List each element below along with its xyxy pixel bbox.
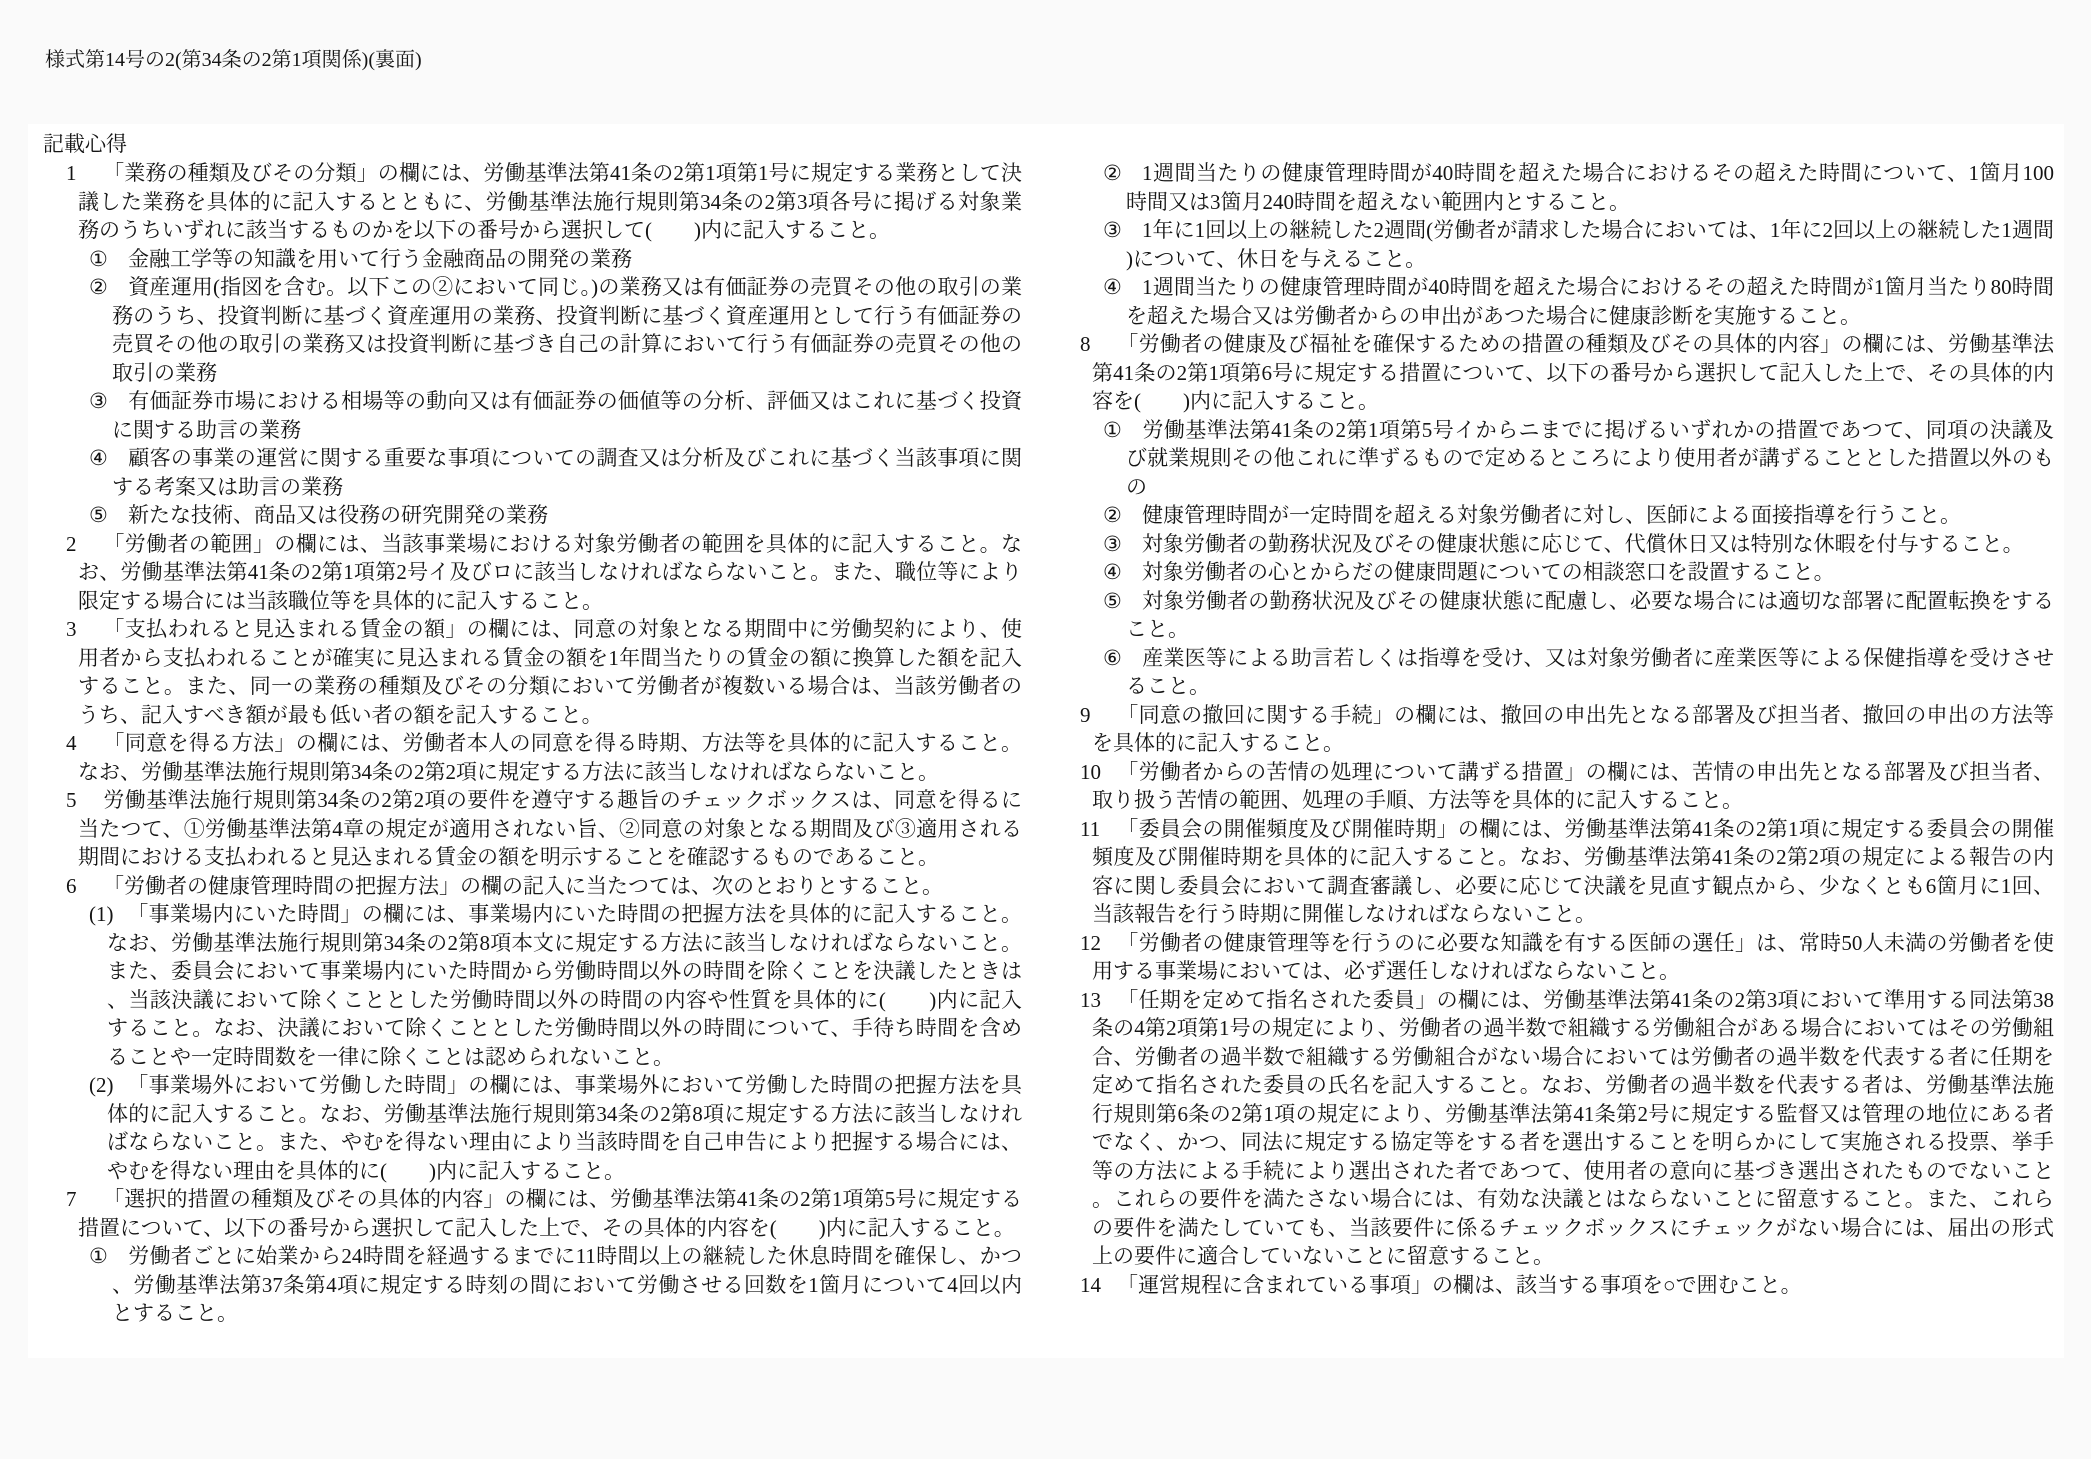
instruction-item-7-3 [1080, 216, 2054, 273]
item-text: 「同意を得る方法」の欄には、労働者本人の同意を得る時期、方法等を具体的に記入すること。なお、労働基準法施行規則第34条の2第2項に規定する方法に該当しなければならないこと。 [78, 731, 1022, 784]
instruction-item-1-5 [66, 501, 1022, 530]
instruction-item-8-6 [1080, 644, 2054, 701]
instruction-item-1-2 [66, 273, 1022, 387]
item-text: 有価証券市場における相場等の動向又は有価証券の価値等の分析、評価又はこれに基づく投資に関する助言の業務 [112, 389, 1022, 442]
item-text: 1週間当たりの健康管理時間が40時間を超えた場合におけるその超えた時間について、1箇月100時間又は3箇月240時間を超えない範囲内とすること。 [1126, 161, 2054, 214]
item-text: 労働基準法第41条の2第1項第5号イからニまでに掲げるいずれかの措置であつて、同項の決議及び就業規則その他これに準ずるもので定めるところにより使用者が講ずることとした措置以外のもの [1126, 417, 2054, 499]
item-text: 「業務の種類及びその分類」の欄には、労働基準法第41条の2第1項第1号に規定する業務として決議した業務を具体的に記入するとともに、労働基準法施行規則第34条の2第3項各号に掲げる対象業務のうちいずれに該当するものかを以下の番号から選択して( )内に記入すること。 [78, 161, 1022, 242]
item-text: 新たな技術、商品又は役務の研究開発の業務 [128, 503, 548, 527]
instruction-item-4 [66, 729, 1022, 786]
item-text: 金融工学等の知識を用いて行う金融商品の開発の業務 [128, 246, 632, 271]
item-number: 2 [66, 531, 77, 556]
item-number: 5 [66, 788, 77, 812]
instruction-item-12 [1080, 929, 2054, 986]
item-number: ⑥ [1103, 645, 1122, 670]
item-number: ⑤ [89, 503, 108, 527]
item-text: 「労働者の健康及び福祉を確保するための措置の種類及びその具体的内容」の欄には、労働基準法第41条の2第1項第6号に規定する措置について、以下の番号から選択して記入した上で、その具体的内容を( )内に記入すること。 [1092, 332, 2054, 413]
item-text: 産業医等による助言若しくは指導を受け、又は対象労働者に産業医等による保健指導を受けさせること。 [1126, 645, 2054, 698]
item-text: 「事業場外において労働した時間」の欄には、事業場外において労働した時間の把握方法を具体的に記入すること。なお、労働基準法施行規則第34条の2第8項に規定する方法に該当しなければならないこと。また、やむを得ない理由により当該時間を自己申告により把握する場合には、やむを得ない理由を具体的に( )内に記入すること。 [107, 1073, 1022, 1183]
item-text: 健康管理時間が一定時間を超える対象労働者に対し、医師による面接指導を行うこと。 [1142, 503, 1961, 527]
item-number: ④ [1103, 275, 1122, 299]
instruction-item-2 [66, 530, 1022, 616]
instruction-item-10 [1080, 758, 2054, 815]
item-number: ① [89, 1244, 108, 1268]
item-text: 1年に1回以上の継続した2週間(労働者が請求した場合においては、1年に2回以上の継続した1週間)について、休日を与えること。 [1126, 218, 2054, 271]
instruction-item-14 [1080, 1271, 2054, 1300]
instruction-item-7-1 [66, 1242, 1022, 1328]
item-number: 6 [66, 873, 77, 898]
item-number: 12 [1080, 930, 1101, 955]
instruction-item-6-2 [66, 1071, 1022, 1185]
instruction-item-7-2 [1080, 159, 2054, 216]
item-number: 11 [1080, 816, 1101, 841]
instruction-item-1-4 [66, 444, 1022, 501]
instruction-item-8 [1080, 330, 2054, 416]
item-number: ③ [1103, 218, 1122, 242]
instruction-item-6 [66, 872, 1022, 901]
left-column [66, 159, 1022, 1328]
item-number: 7 [66, 1187, 77, 1211]
item-text: 「委員会の開催頻度及び開催時期」の欄には、労働基準法第41条の2第1項に規定する委員会の開催頻度及び開催時期を具体的に記入すること。なお、労働基準法第41条の2第2項の規定による報告の内容に関し委員会において調査審議し、必要に応じて決議を見直す観点から、少なくとも6箇月に1回、当該報告を行う時期に開催しなければならないこと。 [1092, 816, 2054, 926]
item-number: 10 [1080, 759, 1101, 784]
item-number: 8 [1080, 332, 1091, 356]
item-number: ② [89, 275, 108, 299]
item-text: 対象労働者の勤務状況及びその健康状態に応じて、代償休日又は特別な休暇を付与すること。 [1142, 531, 2024, 556]
instruction-item-1-1 [66, 245, 1022, 274]
item-text: 対象労働者の心とからだの健康問題についての相談窓口を設置すること。 [1142, 560, 1835, 584]
item-text: 「労働者の範囲」の欄には、当該事業場における対象労働者の範囲を具体的に記入すること。なお、労働基準法第41条の2第1項第2号イ及びロに該当しなければならないこと。また、職位等により限定する場合には当該職位等を具体的に記入すること。 [78, 531, 1022, 613]
item-number: 4 [66, 731, 77, 755]
item-text: 「労働者の健康管理時間の把握方法」の欄の記入に当たつては、次のとおりとすること。 [103, 873, 943, 898]
item-number: 13 [1080, 987, 1101, 1012]
item-text: 顧客の事業の運営に関する重要な事項についての調査又は分析及びこれに基づく当該事項に関する考案又は助言の業務 [112, 446, 1022, 499]
instruction-item-8-1 [1080, 416, 2054, 502]
item-number: ② [1103, 503, 1122, 527]
item-number: ① [1103, 417, 1122, 442]
item-text: 「労働者からの苦情の処理について講ずる措置」の欄には、苦情の申出先となる部署及び担当者、取り扱う苦情の範囲、処理の手順、方法等を具体的に記入すること。 [1092, 759, 2054, 812]
item-number: 1 [66, 161, 77, 185]
item-number: ③ [89, 389, 108, 413]
item-number: (2) [89, 1073, 114, 1097]
instruction-item-6-1 [66, 900, 1022, 1071]
instruction-item-11 [1080, 815, 2054, 929]
item-number: 9 [1080, 702, 1091, 727]
item-number: ② [1103, 161, 1122, 185]
item-text: 「事業場内にいた時間」の欄には、事業場内にいた時間の把握方法を具体的に記入すること。なお、労働基準法施行規則第34条の2第8項本文に規定する方法に該当しなければならないこと。また、委員会において事業場内にいた時間から労働時間以外の時間を除くことを決議したときは、当該決議において除くこととした労働時間以外の時間の内容や性質を具体的に( )内に記入すること。なお、決議において除くこととした労働時間以外の時間について、手待ち時間を含めることや一定時間数を一律に除くことは認められないこと。 [107, 902, 1022, 1069]
item-number: ④ [1103, 560, 1122, 584]
item-number: 14 [1080, 1272, 1101, 1297]
item-text: 「同意の撤回に関する手続」の欄には、撤回の申出先となる部署及び担当者、撤回の申出の方法等を具体的に記入すること。 [1092, 702, 2054, 755]
instruction-item-8-5 [1080, 587, 2054, 644]
item-text: 「選択的措置の種類及びその具体的内容」の欄には、労働基準法第41条の2第1項第5号に規定する措置について、以下の番号から選択して記入した上で、その具体的内容を( )内に記入すること。 [78, 1187, 1022, 1240]
instruction-item-8-2 [1080, 501, 2054, 530]
item-text: 「任期を定めて指名された委員」の欄には、労働基準法第41条の2第3項において準用する同法第38条の4第2項第1号の規定により、労働者の過半数で組織する労働組合がある場合においてはその労働組合、労働者の過半数で組織する労働組合がない場合においては労働者の過半数を代表する者に任期を定めて指名された委員の氏名を記入すること。なお、労働者の過半数を代表する者は、労働基準法施行規則第6条の2第1項の規定により、労働基準法第41条第2号に規定する監督又は管理の地位にある者でなく、かつ、同法に規定する協定等をする者を選出することを明らかにして実施される投票、挙手等の方法による手続により選出された者であつて、使用者の意向に基づき選出されたものでないこと。これらの要件を満たさない場合には、有効な決議とはならないことに留意すること。また、これらの要件を満たしていても、当該要件に係るチェックボックスにチェックがない場合には、届出の形式上の要件に適合していないことに留意すること。 [1092, 987, 2054, 1268]
instruction-item-7 [66, 1185, 1022, 1242]
item-number: ① [89, 246, 108, 271]
instruction-item-1 [66, 159, 1022, 245]
item-number: 3 [66, 617, 77, 641]
item-text: 労働者ごとに始業から24時間を経過するまでに11時間以上の継続した休息時間を確保し、かつ、労働基準法第37条第4項に規定する時刻の間において労働させる回数を1箇月について4回以内とすること。 [112, 1244, 1022, 1325]
item-text: 「運営規程に含まれている事項」の欄は、該当する事項を○で囲むこと。 [1117, 1272, 1802, 1297]
item-text: 労働基準法施行規則第34条の2第2項の要件を遵守する趣旨のチェックボックスは、同意を得るに当たつて、①労働基準法第4章の規定が適用されない旨、②同意の対象となる期間及び③適用される期間における支払われると見込まれる賃金の額を明示することを確認するものであること。 [78, 788, 1022, 869]
instruction-item-5 [66, 786, 1022, 872]
form-number-label: 様式第14号の2(第34条の2第1項関係)(裏面) [45, 49, 422, 71]
item-text: 資産運用(指図を含む。以下この②において同じ。)の業務又は有価証券の売買その他の取引の業務のうち、投資判断に基づく資産運用の業務、投資判断に基づく資産運用として行う有価証券の売買その他の取引の業務又は投資判断に基づき自己の計算において行う有価証券の売買その他の取引の業務 [112, 275, 1022, 385]
item-text: 1週間当たりの健康管理時間が40時間を超えた場合におけるその超えた時間が1箇月当たり80時間を超えた場合又は労働者からの申出があつた場合に健康診断を実施すること。 [1126, 275, 2054, 328]
instruction-item-3 [66, 615, 1022, 729]
item-number: (1) [89, 902, 114, 926]
instruction-item-8-4 [1080, 558, 2054, 587]
right-column [1080, 159, 2054, 1299]
item-number: ③ [1103, 531, 1122, 556]
item-text: 「支払われると見込まれる賃金の額」の欄には、同意の対象となる期間中に労働契約により、使用者から支払われることが確実に見込まれる賃金の額を1年間当たりの賃金の額に換算した額を記入すること。また、同一の業務の種類及びその分類において労働者が複数いる場合は、当該労働者のうち、記入すべき額が最も低い者の額を記入すること。 [78, 617, 1022, 727]
item-number: ⑤ [1103, 588, 1122, 613]
instruction-item-1-3 [66, 387, 1022, 444]
instruction-item-13 [1080, 986, 2054, 1271]
instruction-item-9 [1080, 701, 2054, 758]
instruction-item-8-3 [1080, 530, 2054, 559]
item-text: 対象労働者の勤務状況及びその健康状態に配慮し、必要な場合には適切な部署に配置転換をすること。 [1126, 588, 2054, 641]
instruction-item-7-4 [1080, 273, 2054, 330]
item-number: ④ [89, 446, 108, 470]
page-title: 記載心得 [43, 132, 127, 156]
item-text: 「労働者の健康管理等を行うのに必要な知識を有する医師の選任」は、常時50人未満の労働者を使用する事業場においては、必ず選任しなければならないこと。 [1092, 930, 2054, 983]
